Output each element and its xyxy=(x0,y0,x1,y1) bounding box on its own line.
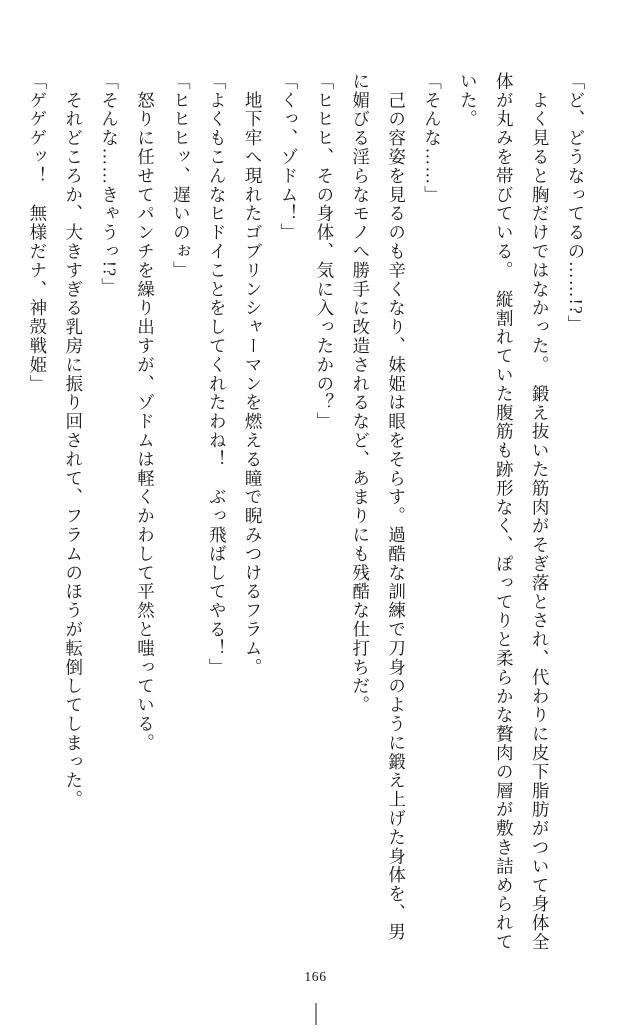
paragraph: 「ど、どうなってるの……!?」 xyxy=(566,72,586,335)
paragraph: それどころか、大きすぎる乳房に振り回されて、フラムのほうが転倒してしまった。 xyxy=(63,72,84,810)
paragraph: 「よくもこんなヒドイことをしてくれたわね！ ぶっ飛ばしてやる！」 xyxy=(207,72,228,677)
footer-rule xyxy=(315,1003,317,1025)
novel-body-text xyxy=(27,72,593,952)
paragraph: 「ヒヒヒッ、遅いのぉ」 xyxy=(171,72,192,280)
paragraph: 地下牢へ現れたゴブリンシャーマンを燃える瞳で睨みつけるフラム。 xyxy=(243,72,264,677)
paragraph: 「くっ、ゾドム！」 xyxy=(279,72,299,243)
paragraph: よく見ると胸だけではなかった。 鍛え抜いた筋肉がそぎ落とされ、代わりに皮下脂肪がついて身体全体が丸みを帯びている。 縦割れていた腹筋も跡形なく、ぽってりと柔らかな贅肉の層が敷き詰められていた。 xyxy=(458,72,551,952)
paragraph: 「そんな……」 xyxy=(422,72,443,205)
paragraph: 己の容姿を見るのも辛くなり、妹姫は眼をそらす。過酷な訓練で刀身のように鍛え上げた身体を、男に媚びる淫らなモノへ勝手に改造されるなど、あまりにも残酷な仕打ちだ。 xyxy=(350,72,407,942)
paragraph: 「ヒヒヒ、その身体、気に入ったかの？」 xyxy=(314,72,335,432)
paragraph: 怒りに任せてパンチを繰り出すが、ゾドムは軽くかわして平然と嗤っている。 xyxy=(135,72,156,753)
page-number: 166 xyxy=(304,969,327,984)
paragraph: 「ゲゲゲッ！ 無様だナ、神殻戦姫」 xyxy=(27,72,48,394)
paragraph: 「そんな……きゃうっ!?」 xyxy=(99,72,120,297)
